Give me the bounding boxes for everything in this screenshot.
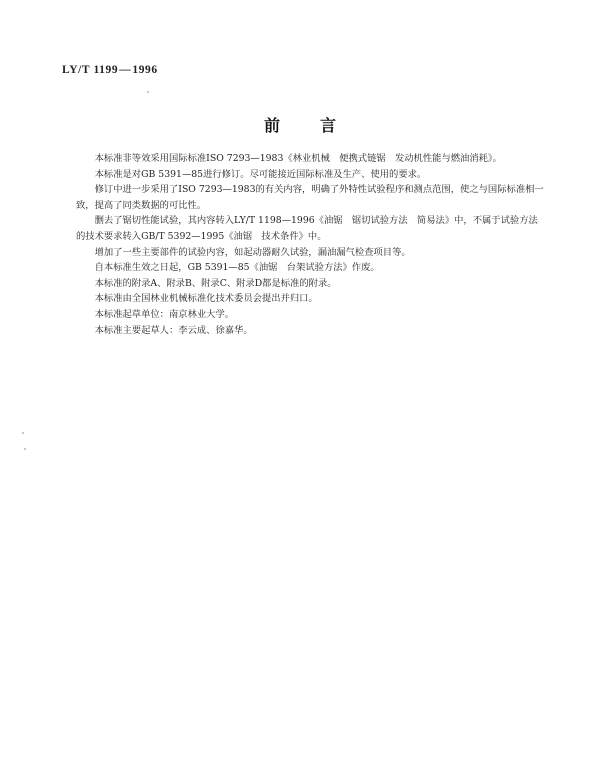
paragraph-appendices: 本标准的附录A、附录B、附录C、附录D都是标准的附录。 <box>94 277 337 289</box>
scan-speck <box>24 448 26 450</box>
paragraph-drafters: 本标准主要起草人：李云成、徐嘉华。 <box>94 324 253 336</box>
scan-speck <box>22 432 24 434</box>
foreword-body <box>76 151 546 338</box>
standard-prefix: LY/T <box>62 64 90 76</box>
standard-dash: — <box>119 64 132 76</box>
scan-speck <box>147 91 149 93</box>
paragraph-adoption: 本标准非等效采用国际标准ISO 7293—1983《林业机械 便携式链锯 发动机性能与燃油消耗》。 <box>94 153 502 164</box>
paragraph-drafting-unit: 本标准起草单位：南京林业大学。 <box>94 308 235 320</box>
page-title: 前言 <box>263 116 376 135</box>
standard-year: 1996 <box>132 64 158 76</box>
paragraph-effective-date: 自本标准生效之日起，GB 5391—85《油锯 台架试验方法》作废。 <box>94 262 380 274</box>
paragraph-proposer: 本标准由全国林业机械标准化技术委员会提出并归口。 <box>94 293 318 305</box>
standard-number: 1199 <box>93 64 119 76</box>
paragraph-revision: 本标准是对GB 5391—85进行修订。尽可能接近国际标准及生产、使用的要求。 <box>94 168 427 180</box>
paragraph-deletion: 删去了锯切性能试验，其内容转入LY/T 1198—1996《油锯 锯切试验方法 简易法》中，不属于试验方法的技术要求转入GB/T 5392—1995《油锯 技术条件》中。 <box>76 215 538 242</box>
standard-code <box>62 64 158 76</box>
paragraph-additions: 增加了一些主要部件的试验内容，如起动器耐久试验，漏油漏气检查项目等。 <box>94 246 411 258</box>
paragraph-further-adoption: 修订中进一步采用了ISO 7293—1983的有关内容，明确了外特性试验程序和测点范围，使之与国际标准相一致，提高了同类数据的可比性。 <box>76 184 544 211</box>
